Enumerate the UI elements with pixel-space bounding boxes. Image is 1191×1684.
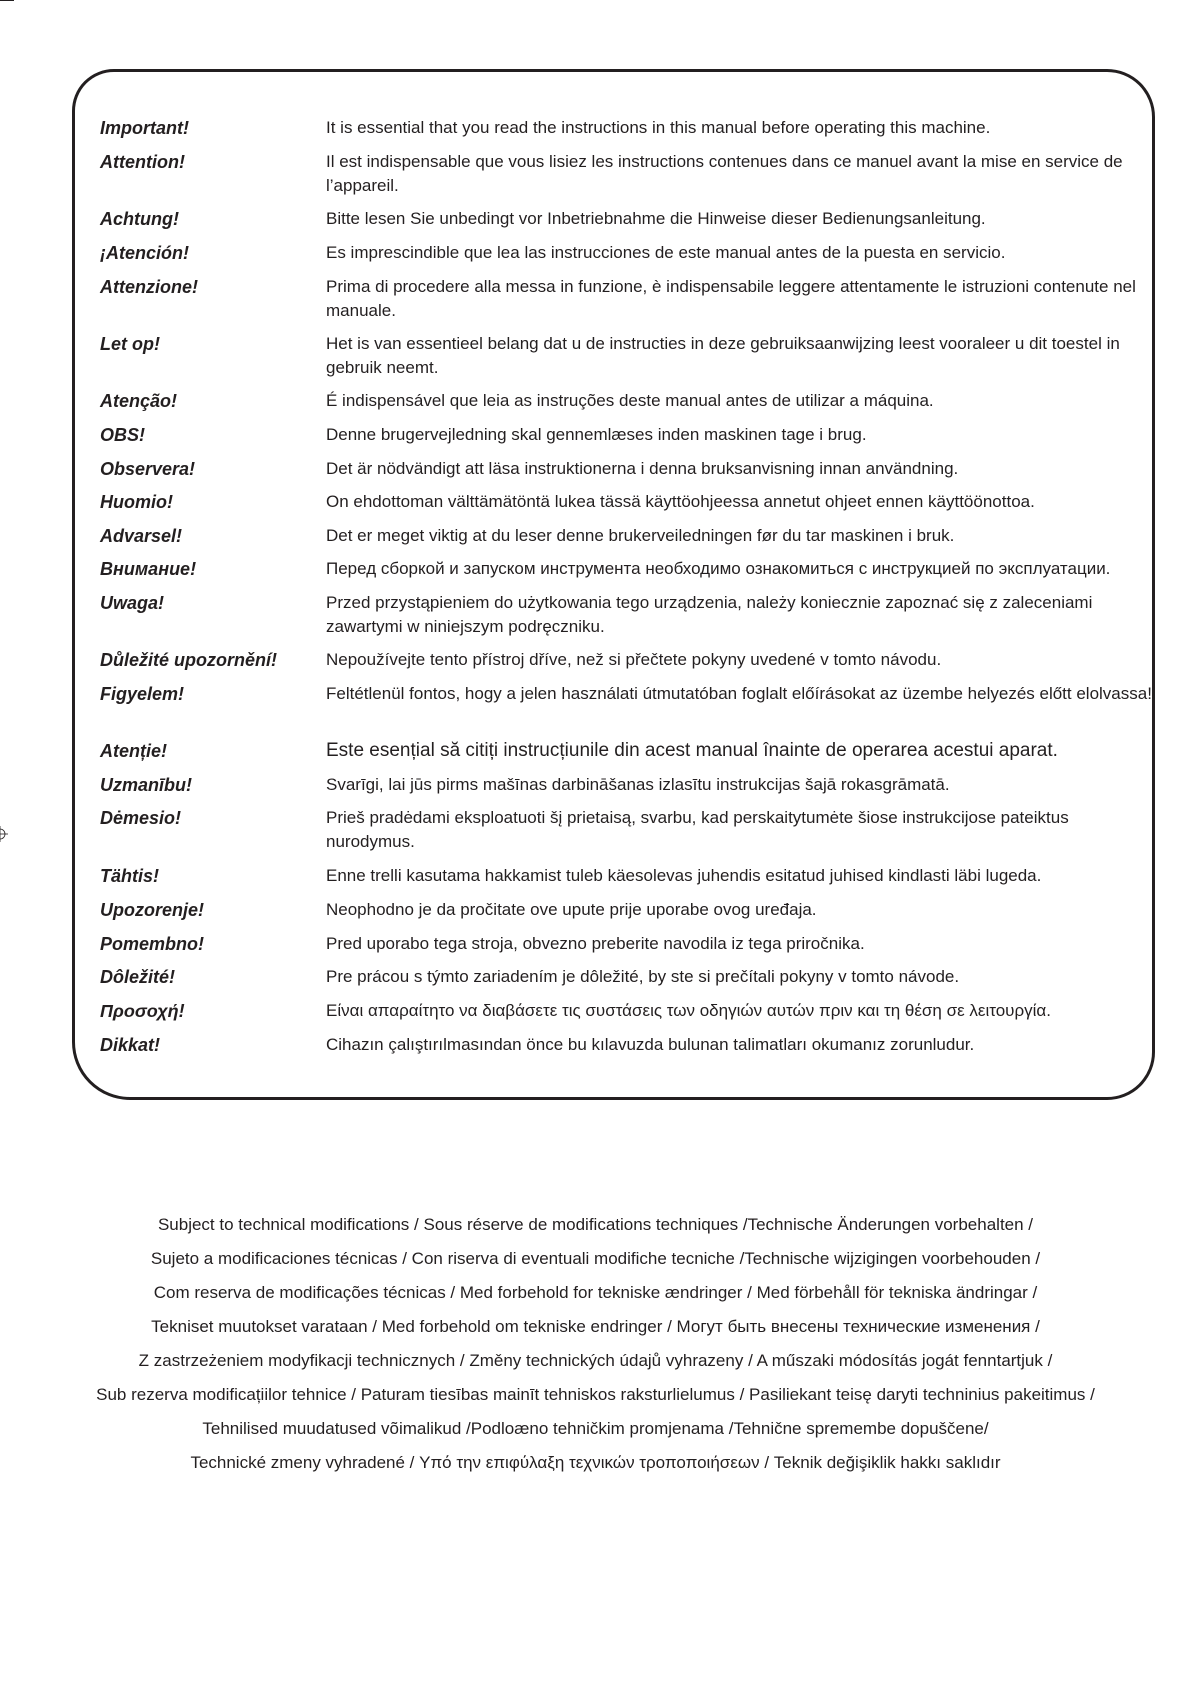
warning-label: Upozorenje!	[100, 900, 205, 920]
warning-text: Bitte lesen Sie unbedingt vor Inbetriebnahme die Hinweise dieser Bedienungsanleitung.	[326, 209, 986, 228]
warning-text: Pre prácou s týmto zariadením je dôležité, by ste si prečítali pokyny v tomto návode.	[326, 967, 960, 986]
disclaimer-line: Technické zmeny vyhradené / Υπό την επιφύλαξη τεχνικών τροποποιήσεων / Teknik değişiklik hakkı saklıdır	[190, 1453, 1001, 1472]
warning-label: Dikkat!	[100, 1035, 161, 1055]
warning-text: Feltétlenül fontos, hogy a jelen használati útmutatóban foglalt előírásokat az üzembe helyezés előtt elolvassa!	[326, 684, 1152, 703]
warning-label: ¡Atención!	[100, 243, 189, 263]
warning-label: Pomembno!	[100, 934, 205, 954]
warning-text: Przed przystąpieniem do użytkowania tego urządzenia, należy koniecznie zapoznać się z zaleceniami zawartymi w niniejszym podręczniku.	[326, 593, 1093, 636]
disclaimer-line: Com reserva de modificações técnicas / Med forbehold for tekniske ændringer / Med förbehåll för tekniska ändringar /	[153, 1283, 1038, 1302]
warning-label: Tähtis!	[100, 866, 160, 886]
warning-label: Uzmanību!	[100, 775, 192, 795]
registration-mark-icon	[0, 826, 8, 842]
warning-text: Es imprescindible que lea las instrucciones de este manual antes de la puesta en servicio.	[326, 243, 1006, 262]
warning-label: Atenção!	[100, 391, 178, 411]
warning-text: Det er meget viktig at du leser denne brukerveiledningen før du tar maskinen i bruk.	[326, 526, 955, 545]
disclaimer-line: Z zastrzeżeniem modyfikacji technicznych / Změny technických údajů vyhrazeny / A műszaki módosítás jogát fenntartjuk /	[138, 1351, 1053, 1370]
disclaimer-line: Tehnilised muudatused võimalikud /Podloæno tehničkim promjenama /Tehnične spremembe dopuščene/	[202, 1419, 989, 1438]
warning-text: Перед сборкой и запуском инструмента необходимо ознакомиться с инструкцией по эксплуатации.	[326, 559, 1111, 578]
warning-label: Achtung!	[100, 209, 179, 229]
warning-label: Important!	[100, 118, 189, 138]
warning-label: Attention!	[100, 152, 185, 172]
warning-text: Pred uporabo tega stroja, obvezno preberite navodila iz tega priročnika.	[326, 934, 865, 953]
warning-text: É indispensável que leia as instruções deste manual antes de utilizar a máquina.	[326, 391, 934, 410]
disclaimer-line: Tekniset muutokset varataan / Med forbehold om tekniske endringer / Могут быть внесены технические изменения /	[151, 1317, 1040, 1336]
warning-text: Het is van essentieel belang dat u de instructies in deze gebruiksaanwijzing leest vooraleer u dit toestel in gebruik neemt.	[326, 334, 1120, 377]
disclaimer-line: Sub rezerva modificațiilor tehnice / Paturam tiesības mainīt tehniskos raksturlielumus / Pasiliekant teisę daryti techninius pakeitimus /	[96, 1385, 1095, 1404]
warning-text: On ehdottoman välttämätöntä lukea tässä käyttöohjeessa annetut ohjeet ennen käyttöönottoa.	[326, 492, 1035, 511]
warning-text: Prima di procedere alla messa in funzione, è indispensabile leggere attentamente le istruzioni contenute nel manuale.	[326, 277, 1136, 320]
disclaimer-line: Sujeto a modificaciones técnicas / Con riserva di eventuali modifiche tecniche /Technische wijzigingen voorbehouden /	[150, 1249, 1041, 1268]
warning-text: Svarīgi, lai jūs pirms mašīnas darbināšanas izlasītu instrukcijas šajā rokasgrāmatā.	[326, 775, 950, 794]
warning-text: Cihazın çalıştırılmasından önce bu kılavuzda bulunan talimatları okumanız zorunludur.	[326, 1035, 975, 1054]
warning-text: Denne brugervejledning skal gennemlæses inden maskinen tage i brug.	[326, 425, 867, 444]
technical-modifications-disclaimer	[0, 1208, 1191, 1480]
disclaimer-line: Subject to technical modifications / Sous réserve de modifications techniques /Technische Änderungen vorbehalten /	[157, 1215, 1034, 1234]
warning-text: Nepoužívejte tento přístroj dříve, než si přečtete pokyny uvedené v tomto návodu.	[326, 650, 942, 669]
warning-label: Observera!	[100, 459, 196, 479]
crop-mark	[0, 0, 14, 1]
warning-label: Dėmesio!	[100, 808, 182, 828]
warning-label: Attenzione!	[100, 277, 198, 297]
warning-text: Είναι απαραίτητο να διαβάσετε τις συστάσεις των οδηγιών αυτών πριν και τη θέση σε λειτουργία.	[326, 1001, 1051, 1020]
warning-label: Huomio!	[100, 492, 173, 512]
warning-label: Внимание!	[100, 559, 197, 579]
warning-text: Prieš pradėdami eksploatuoti šį prietaisą, svarbu, kad perskaitytumėte šiose instrukcijose pateiktus nurodymus.	[326, 808, 1069, 851]
warning-label: Figyelem!	[100, 684, 185, 704]
warning-label: Dôležité!	[100, 967, 176, 987]
warning-text: Enne trelli kasutama hakkamist tuleb käesolevas juhendis esitatud juhised kindlasti läbi lugeda.	[326, 866, 1042, 885]
warning-label: Uwaga!	[100, 593, 165, 613]
warning-label: Důležité upozornění!	[100, 650, 277, 670]
warning-label: Προσοχή!	[100, 1001, 185, 1021]
warning-label: Atenție!	[100, 741, 167, 761]
warning-text: It is essential that you read the instructions in this manual before operating this machine.	[326, 118, 991, 137]
warning-text: Det är nödvändigt att läsa instruktionerna i denna bruksanvisning innan användning.	[326, 459, 959, 478]
warning-text: Il est indispensable que vous lisiez les instructions contenues dans ce manuel avant la mise en service de l’appareil.	[326, 152, 1123, 195]
warning-label: Advarsel!	[100, 526, 183, 546]
warning-text: Neophodno je da pročitate ove upute prije uporabe ovog uređaja.	[326, 900, 817, 919]
warning-label: Let op!	[100, 334, 160, 354]
warning-label: OBS!	[100, 425, 145, 445]
warning-text: Este esențial să citiți instrucțiunile din acest manual înainte de operarea acestui aparat.	[326, 740, 1058, 761]
